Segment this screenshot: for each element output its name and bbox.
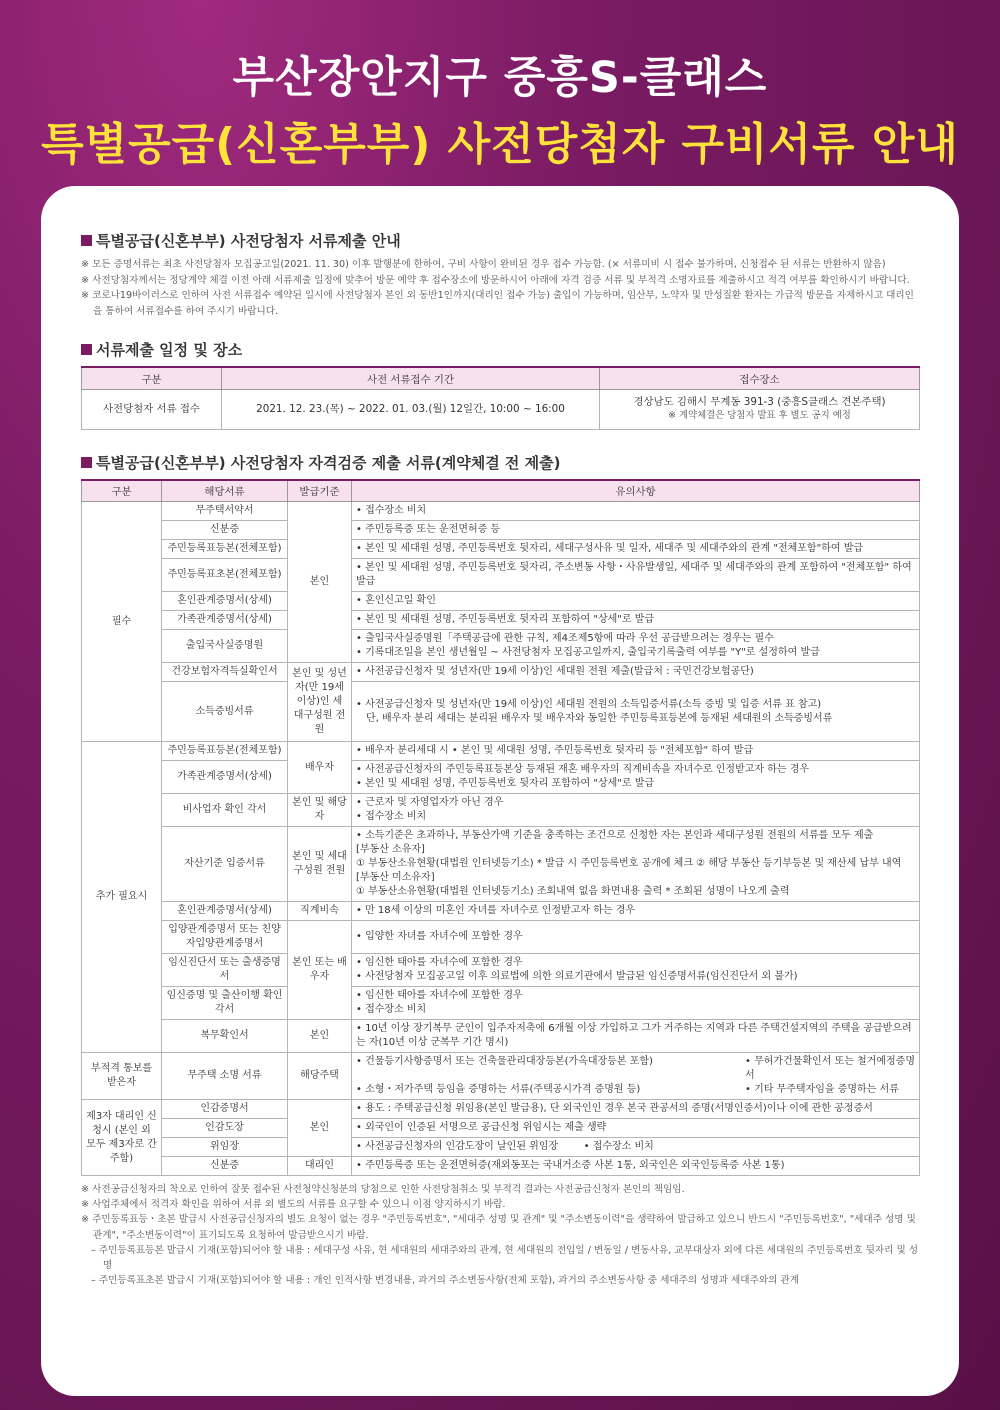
table-row: 주민등록표등본(전체포함) • 본인 및 세대원 성명, 주민등록번호 뒷자리, 세대구성사유 및 일자, 세대주 및 세대주와의 관계 "전체포함"하여 발급 bbox=[82, 540, 920, 559]
col-header: 접수장소 bbox=[600, 367, 920, 389]
col-header: 해당서류 bbox=[162, 480, 288, 502]
note-item: ※ 모든 증명서류는 최초 사전당첨자 모집공고일(2021. 11. 30) 이후 발행분에 한하여, 구비 사항이 완비된 경우 접수 가능함. (× 서류미비 시 접수 불가하며, 신청접수 된 서류는 반환하지 않음) bbox=[81, 259, 886, 270]
table-row: 임신진단서 또는 출생증명서 • 임신한 태아를 자녀수에 포함한 경우 • 사전당첨자 모집공고일 이후 의료법에 의한 의료기관에서 발급된 임신증명서류(임신진단서 외 불가) bbox=[82, 954, 920, 987]
table-row: 부적격 통보를 받은자 무주택 소명 서류 해당주택 • 건물등기사항증명서 또는 건축물관리대장등본(가옥대장등본 포함) • 무허가건물확인서 또는 철거예정증명서 • 소형・저가주택 등임을 증명하는 서류(주택공시가격 증명원 등) • 기타 무주택자임을 증명하는 서류 bbox=[82, 1053, 920, 1100]
table-row: 자산기준 입증서류 본인 및 세대구성원 전원 • 소득기준은 초과하나, 부동산가액 기준을 충족하는 조건으로 신청한 자는 본인과 세대구성원 전원의 서류를 모두 제출 [부동산 소유자] ① 부동산소유현황(대법원 인터넷등기소) * 발급 시 주민등록번호 공개에 체크 ② 해당 부동산 등기부등본 및 재산세 납부 내역 [부동산 미소유자] ① 부동산소유현황(대법원 인터넷등기소) 조회내역 없음 화면내용 출력 * 조회된 성명이 나오게 출력 bbox=[82, 827, 920, 902]
table-row: 가족관계증명서(상세) • 사전공급신청자의 주민등록표등본상 등재된 재혼 배우자의 직계비속을 자녀수로 인정받고자 하는 경우 • 본인 및 세대원 성명, 주민등록번호 뒷자리 포함하여 "상세"로 발급 bbox=[82, 761, 920, 794]
square-bullet-icon bbox=[81, 457, 92, 468]
section-title-2: 서류제출 일정 및 장소 bbox=[81, 339, 919, 360]
col-header: 구분 bbox=[82, 480, 162, 502]
table-row: 임신증명 및 출산이행 확인각서 • 임신한 태아를 자녀수에 포함한 경우 • 접수장소 비치 bbox=[82, 987, 920, 1020]
documents-table bbox=[81, 479, 920, 1177]
square-bullet-icon bbox=[81, 235, 92, 246]
page-title: 부산장안지구 중흥S-클래스 bbox=[232, 53, 768, 103]
schedule-period: 2021. 12. 23.(목) ~ 2022. 01. 03.(월) 12일간, 10:00 ~ 16:00 bbox=[222, 389, 600, 429]
table-row: 신분증 • 주민등록증 또는 운전면허증 등 bbox=[82, 521, 920, 540]
table-row: 가족관계증명서(상세) • 본인 및 세대원 성명, 주민등록번호 뒷자리 포함하여 "상세"로 발급 bbox=[82, 611, 920, 630]
table-row: 인감도장 • 외국인이 인증된 서명으로 공급신청 위임시는 제출 생략 bbox=[82, 1119, 920, 1138]
schedule-type: 사전당첨자 서류 접수 bbox=[82, 389, 222, 429]
table-row: 혼인관계증명서(상세) • 혼인신고일 확인 bbox=[82, 592, 920, 611]
page-subtitle: 특별공급(신혼부부) 사전당첨자 구비서류 안내 bbox=[41, 119, 959, 170]
note-item: ※ 코로나19바이러스로 인하여 사전 서류접수 예약된 일시에 사전당첨자 본인 외 동반1인까지(대리인 접수 가능) 출입이 가능하며, 임산부, 노약자 및 만성질환 환자는 가급적 방문을 자제하시고 대리인을 통하여 서류접수를 하여 주시기 바랍니다. bbox=[81, 290, 914, 317]
table-row: 입양관계증명서 또는 친양자입양관계증명서 본인 또는 배우자 • 입양한 자녀를 자녀수에 포함한 경우 bbox=[82, 921, 920, 954]
table-row: 위임장 • 사전공급신청자의 인감도장이 날인된 위임장 • 접수장소 비치 bbox=[82, 1138, 920, 1157]
group-additional: 추가 필요시 bbox=[82, 742, 162, 1053]
col-header: 유의사항 bbox=[352, 480, 920, 502]
table-row: 추가 필요시 주민등록표등본(전체포함) 배우자 • 배우자 분리세대 시 • 본인 및 세대원 성명, 주민등록번호 뒷자리 등 "전체포함" 하여 발급 bbox=[82, 742, 920, 761]
col-header: 사전 서류접수 기간 bbox=[222, 367, 600, 389]
table-row: 비사업자 확인 각서 본인 및 해당자 • 근로자 및 자영업자가 아닌 경우 • 접수장소 비치 bbox=[82, 794, 920, 827]
col-header: 구분 bbox=[82, 367, 222, 389]
content-card bbox=[41, 186, 959, 1396]
table-row: 복무확인서 본인 • 10년 이상 장기복무 군인이 입주자저축에 6개월 이상 가입하고 그가 거주하는 지역과 다른 주택건설지역의 주택을 공급받으려는 자(10년 이상 군복무 기간 명시) bbox=[82, 1020, 920, 1053]
group-required: 필수 bbox=[82, 502, 162, 742]
section-title-1: 특별공급(신혼부부) 사전당첨자 서류제출 안내 bbox=[81, 230, 919, 251]
table-row: 필수 무주택서약서 본인 • 접수장소 비치 bbox=[82, 502, 920, 521]
table-row: 소득증빙서류 • 사전공급신청자 및 성년자(만 19세 이상)인 세대원 전원의 소득입증서류(소득 증빙 및 입증 서류 표 참고) 단, 배우자 분리 세대는 분리된 배우자 및 배우자와 동일한 주민등록표등본에 등재된 세대원의 소득증빙서류 bbox=[82, 682, 920, 742]
submission-notes bbox=[81, 257, 919, 319]
table-row: 건강보험자격득실확인서 본인 및 성년자(만 19세이상)인 세대구성원 전원 • 사전공급신청자 및 성년자(만 19세 이상)인 세대원 전원 제출(발급처 : 국민건강보험공단) bbox=[82, 663, 920, 682]
square-bullet-icon bbox=[81, 344, 92, 355]
group-third-party: 제3자 대리인 신청시 (본인 외 모두 제3자로 간주함) bbox=[82, 1100, 162, 1176]
schedule-table bbox=[81, 366, 920, 430]
table-row: 출입국사실증명원 • 출입국사실증명원「주택공급에 관한 규칙, 제4조제5항에 따라 우선 공급받으려는 경우는 필수 • 기록대조일을 본인 생년월일 ~ 사전당첨자 모집공고일까지, 출입국기록출력 여부를 "Y"로 설정하여 발급 bbox=[82, 630, 920, 663]
table-row: 신분증 대리인 • 주민등록증 또는 운전면허증(재외동포는 국내거소증 사본 1통, 외국인은 외국인등록증 사본 1통) bbox=[82, 1157, 920, 1176]
schedule-place: 경상남도 김해시 무계동 391-3 (중흥S클래스 견본주택) ※ 계약체결은 당첨자 발표 후 별도 공지 예정 bbox=[600, 389, 920, 429]
table-row: 주민등록표초본(전체포함) • 본인 및 세대원 성명, 주민등록번호 뒷자리, 주소변동 사항・사유발생일, 세대주 및 세대주와의 관계 포함하여 "전체포함" 하여 발급 bbox=[82, 559, 920, 592]
table-row: 혼인관계증명서(상세) 직계비속 • 만 18세 이상의 미혼인 자녀를 자녀수로 인정받고자 하는 경우 bbox=[82, 902, 920, 921]
section-title-3: 특별공급(신혼부부) 사전당첨자 자격검증 제출 서류(계약체결 전 제출) bbox=[81, 452, 919, 473]
col-header: 발급기준 bbox=[288, 480, 352, 502]
note-item: ※ 사전당첨자께서는 정당계약 체결 이전 아래 서류제출 일정에 맞추어 방문 예약 후 접수장소에 방문하시어 아래에 자격 검증 서류 및 부적격 소명자료를 제출하시고 적격 여부를 확인하시기 바랍니다. bbox=[81, 274, 910, 286]
table-row: 제3자 대리인 신청시 (본인 외 모두 제3자로 간주함) 인감증명서 본인 • 용도 : 주택공급신청 위임용(본인 발급용), 단 외국인인 경우 본국 관공서의 증명(서명인증서)이나 이에 관한 공정증서 bbox=[82, 1100, 920, 1119]
group-ineligible: 부적격 통보를 받은자 bbox=[82, 1053, 162, 1100]
footer-notes: ※ 사전공급신청자의 착오로 인하여 잘못 접수된 사전청약신청분의 당첨으로 인한 사전당첨취소 및 부적격 결과는 사전공급신청자 본인의 책임임. ※ 사업주체에서 적격자 확인을 위하여 서류 외 별도의 서류를 요구할 수 있으니 이점 양지하시기 바람. ※ 주민등록표등・초본 발급시 사전공급신청자의 별도 요청이 없는 경우 "주민등록번호", "세대주 성명 및 관계" 및 "주소변동이력"을 생략하여 발급하고 있으니 반드시 "주민등록번호", "세대주 성명 및 관계", "주소변동이력"이 표기되도록 요청하여 발급받으시기 바람. – 주민등록표등본 발급시 기재(포함)되어야 할 내용 : 세대구성 사유, 현 세대원의 세대주와의 관계, 현 세대원의 전입일 / 변동일 / 변동사유, 교부대상자 외에 다른 세대원의 주민등록번호 뒷자리 및 성명 – 주민등록표초본 발급시 기재(포함)되어야 할 내용 : 개인 인적사항 변경내용, 과거의 주소변동사항(전체 포함), 과거의 주소변동사항 중 세대주의 성명과 세대주와의 관계 bbox=[81, 1184, 919, 1287]
